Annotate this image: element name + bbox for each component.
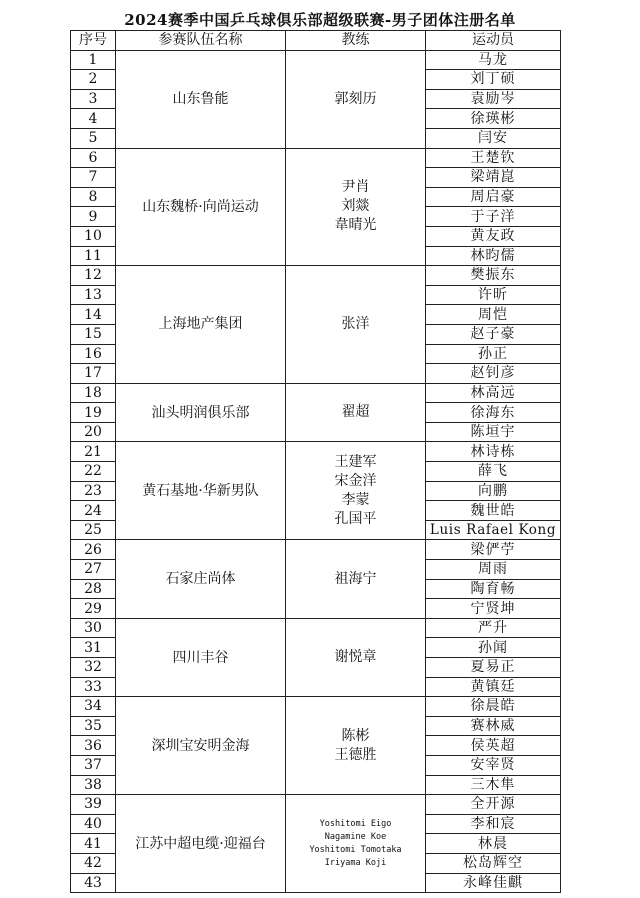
row-number: 39 bbox=[71, 795, 116, 815]
player-name: 许昕 bbox=[426, 285, 561, 305]
table-row bbox=[71, 618, 561, 638]
row-number: 37 bbox=[71, 755, 116, 775]
header-team: 参赛队伍名称 bbox=[116, 31, 286, 51]
coach-name: 王建军 bbox=[334, 453, 377, 470]
row-number: 38 bbox=[71, 775, 116, 795]
row-number: 34 bbox=[71, 697, 116, 717]
player-name: 徐晨皓 bbox=[426, 697, 561, 717]
coach-name: 宋金洋 bbox=[334, 472, 377, 489]
row-number: 14 bbox=[71, 305, 116, 325]
row-number: 25 bbox=[71, 520, 116, 540]
row-number: 17 bbox=[71, 364, 116, 384]
table-row bbox=[71, 148, 561, 168]
row-number: 18 bbox=[71, 383, 116, 403]
row-number: 29 bbox=[71, 599, 116, 619]
player-name: 周恺 bbox=[426, 305, 561, 325]
header-no: 序号 bbox=[71, 31, 116, 51]
roster-body bbox=[71, 50, 561, 893]
team-name: 石家庄尚体 bbox=[116, 540, 286, 618]
row-number: 11 bbox=[71, 246, 116, 266]
player-name: 安宰贤 bbox=[426, 755, 561, 775]
table-row bbox=[71, 540, 561, 560]
row-number: 5 bbox=[71, 128, 116, 148]
player-name: 林晨 bbox=[426, 834, 561, 854]
row-number: 2 bbox=[71, 70, 116, 90]
player-name: 袁励岑 bbox=[426, 89, 561, 109]
player-name: 梁俨苧 bbox=[426, 540, 561, 560]
player-name: 闫安 bbox=[426, 128, 561, 148]
coach-name: 王德胜 bbox=[334, 746, 377, 763]
team-name: 汕头明润俱乐部 bbox=[116, 383, 286, 442]
player-name: 夏易正 bbox=[426, 658, 561, 678]
row-number: 41 bbox=[71, 834, 116, 854]
coach-name: 郭刻历 bbox=[334, 90, 377, 107]
row-number: 3 bbox=[71, 89, 116, 109]
team-name: 深圳宝安明金海 bbox=[116, 697, 286, 795]
header-player: 运动员 bbox=[426, 31, 561, 51]
row-number: 4 bbox=[71, 109, 116, 129]
coach-name: Nagamine Koe bbox=[324, 831, 387, 842]
row-number: 16 bbox=[71, 344, 116, 364]
team-coaches bbox=[286, 540, 426, 618]
player-name: 林昀儒 bbox=[426, 246, 561, 266]
row-number: 10 bbox=[71, 226, 116, 246]
team-name: 上海地产集团 bbox=[116, 266, 286, 384]
team-coaches bbox=[286, 795, 426, 893]
player-name: 于子洋 bbox=[426, 207, 561, 227]
table-row bbox=[71, 795, 561, 815]
player-name: 宁贤坤 bbox=[426, 599, 561, 619]
team-coaches bbox=[286, 266, 426, 384]
header-row bbox=[71, 31, 561, 51]
player-name: 徐瑛彬 bbox=[426, 109, 561, 129]
team-coaches bbox=[286, 442, 426, 540]
row-number: 30 bbox=[71, 618, 116, 638]
player-name: 全开源 bbox=[426, 795, 561, 815]
row-number: 23 bbox=[71, 481, 116, 501]
player-name: 梁靖崑 bbox=[426, 168, 561, 188]
coach-name: 韋晴光 bbox=[334, 217, 377, 234]
player-name: 李和宸 bbox=[426, 814, 561, 834]
header-coach: 教练 bbox=[286, 31, 426, 51]
player-name: 陶育畅 bbox=[426, 579, 561, 599]
player-name: 永峰佳麒 bbox=[426, 873, 561, 893]
player-name: 黄友政 bbox=[426, 226, 561, 246]
row-number: 9 bbox=[71, 207, 116, 227]
row-number: 21 bbox=[71, 442, 116, 462]
row-number: 7 bbox=[71, 168, 116, 188]
row-number: 19 bbox=[71, 403, 116, 423]
coach-name: Yoshitomi Tomotaka bbox=[309, 844, 402, 855]
table-row bbox=[71, 697, 561, 717]
row-number: 43 bbox=[71, 873, 116, 893]
team-coaches bbox=[286, 618, 426, 696]
coach-name: 陈彬 bbox=[341, 727, 370, 744]
team-coaches bbox=[286, 148, 426, 266]
row-number: 22 bbox=[71, 462, 116, 482]
coach-name: 尹肖 bbox=[341, 179, 370, 196]
coach-name: Iriyama Koji bbox=[324, 857, 387, 868]
row-number: 13 bbox=[71, 285, 116, 305]
roster-table bbox=[70, 30, 561, 893]
player-name: 严升 bbox=[426, 618, 561, 638]
coach-name: 孔国平 bbox=[334, 510, 377, 527]
row-number: 28 bbox=[71, 579, 116, 599]
row-number: 31 bbox=[71, 638, 116, 658]
row-number: 1 bbox=[71, 50, 116, 70]
coach-name: 刘燚 bbox=[341, 198, 370, 215]
player-name: 魏世皓 bbox=[426, 501, 561, 521]
row-number: 35 bbox=[71, 716, 116, 736]
team-name: 黄石基地·华新男队 bbox=[116, 442, 286, 540]
player-name: 黄镇廷 bbox=[426, 677, 561, 697]
table-row bbox=[71, 383, 561, 403]
player-name: 马龙 bbox=[426, 50, 561, 70]
coach-name: 张洋 bbox=[341, 315, 370, 332]
row-number: 8 bbox=[71, 187, 116, 207]
row-number: 36 bbox=[71, 736, 116, 756]
team-coaches bbox=[286, 697, 426, 795]
row-number: 42 bbox=[71, 853, 116, 873]
team-name: 四川丰谷 bbox=[116, 618, 286, 696]
player-name: 孙正 bbox=[426, 344, 561, 364]
player-name: 刘丁硕 bbox=[426, 70, 561, 90]
player-name: Luis Rafael Kong bbox=[426, 520, 561, 540]
team-coaches bbox=[286, 383, 426, 442]
coach-name: 李蒙 bbox=[341, 491, 370, 508]
player-name: 徐海东 bbox=[426, 403, 561, 423]
row-number: 33 bbox=[71, 677, 116, 697]
team-name: 山东魏桥·向尚运动 bbox=[116, 148, 286, 266]
player-name: 王楚钦 bbox=[426, 148, 561, 168]
player-name: 薛飞 bbox=[426, 462, 561, 482]
player-name: 侯英超 bbox=[426, 736, 561, 756]
player-name: 孙闻 bbox=[426, 638, 561, 658]
player-name: 樊振东 bbox=[426, 266, 561, 286]
row-number: 24 bbox=[71, 501, 116, 521]
player-name: 林诗栋 bbox=[426, 442, 561, 462]
player-name: 三木隼 bbox=[426, 775, 561, 795]
row-number: 40 bbox=[71, 814, 116, 834]
coach-name: 祖海宁 bbox=[334, 570, 377, 587]
player-name: 赛林威 bbox=[426, 716, 561, 736]
row-number: 32 bbox=[71, 658, 116, 678]
row-number: 26 bbox=[71, 540, 116, 560]
table-row bbox=[71, 50, 561, 70]
player-name: 周雨 bbox=[426, 560, 561, 580]
coach-name: Yoshitomi Eigo bbox=[319, 818, 392, 829]
player-name: 向鹏 bbox=[426, 481, 561, 501]
player-name: 赵钊彦 bbox=[426, 364, 561, 384]
coach-name: 翟超 bbox=[341, 404, 370, 421]
player-name: 林高远 bbox=[426, 383, 561, 403]
player-name: 周启豪 bbox=[426, 187, 561, 207]
team-name: 山东鲁能 bbox=[116, 50, 286, 148]
player-name: 陈垣宇 bbox=[426, 422, 561, 442]
coach-name: 谢悦章 bbox=[334, 649, 377, 665]
table-row bbox=[71, 266, 561, 286]
row-number: 15 bbox=[71, 324, 116, 344]
player-name: 赵子豪 bbox=[426, 324, 561, 344]
table-row bbox=[71, 442, 561, 462]
team-name: 江苏中超电缆·迎福台 bbox=[116, 795, 286, 893]
player-name: 松岛辉空 bbox=[426, 853, 561, 873]
row-number: 12 bbox=[71, 266, 116, 286]
row-number: 20 bbox=[71, 422, 116, 442]
row-number: 27 bbox=[71, 560, 116, 580]
team-coaches bbox=[286, 50, 426, 148]
row-number: 6 bbox=[71, 148, 116, 168]
document-title: 2024赛季中国乒乓球俱乐部超级联赛-男子团体注册名单 bbox=[124, 11, 516, 29]
